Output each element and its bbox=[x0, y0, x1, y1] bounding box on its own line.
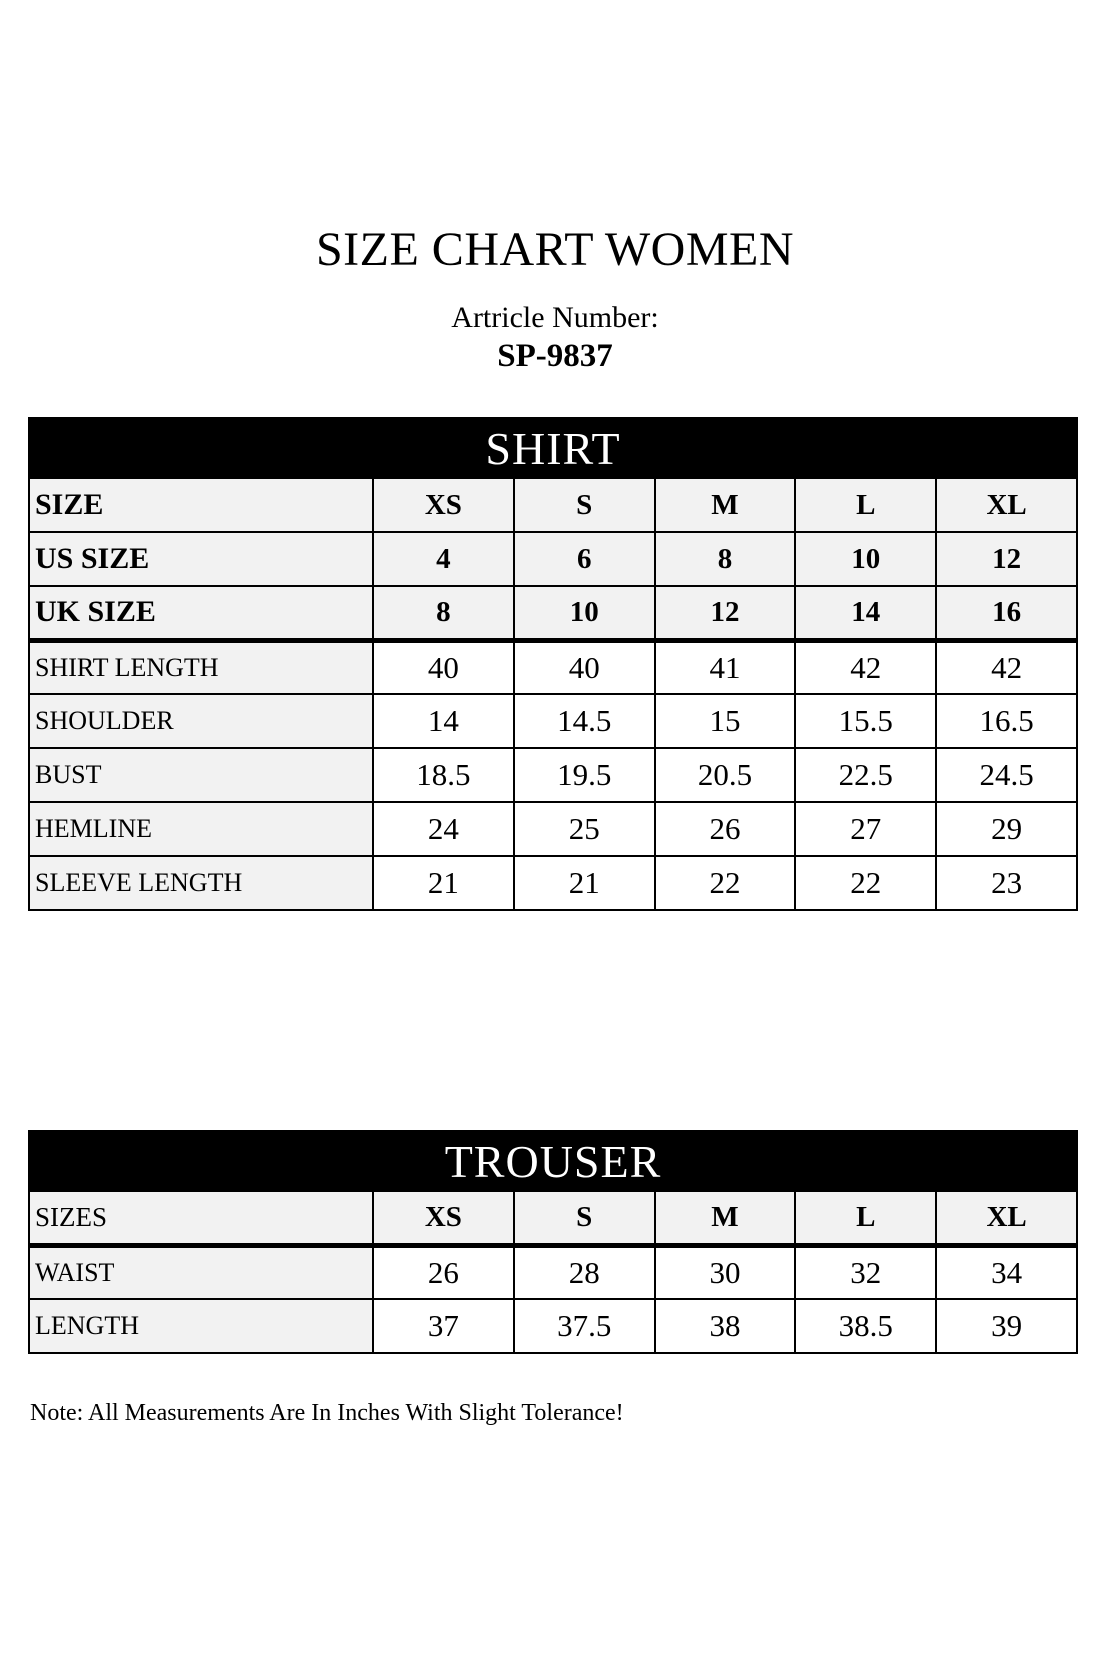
cell-value: 16 bbox=[936, 586, 1077, 640]
row-label: BUST bbox=[29, 748, 373, 802]
cell-value: 41 bbox=[655, 640, 796, 694]
cell-value: XL bbox=[936, 1191, 1077, 1245]
cell-value: 37.5 bbox=[514, 1299, 655, 1353]
cell-value: 4 bbox=[373, 532, 514, 586]
cell-value: 40 bbox=[514, 640, 655, 694]
trouser-banner-row bbox=[29, 1131, 1077, 1191]
cell-value: XS bbox=[373, 1191, 514, 1245]
table-row bbox=[29, 586, 1077, 640]
table-row bbox=[29, 1191, 1077, 1245]
cell-value: 14 bbox=[373, 694, 514, 748]
table-row bbox=[29, 1299, 1077, 1353]
trouser-table-body bbox=[29, 1131, 1077, 1353]
cell-value: 34 bbox=[936, 1245, 1077, 1299]
cell-value: 10 bbox=[795, 532, 936, 586]
row-label: LENGTH bbox=[29, 1299, 373, 1353]
table-row bbox=[29, 532, 1077, 586]
cell-value: 12 bbox=[655, 586, 796, 640]
cell-value: 29 bbox=[936, 802, 1077, 856]
cell-value: 39 bbox=[936, 1299, 1077, 1353]
cell-value: 42 bbox=[936, 640, 1077, 694]
article-number-value: SP-9837 bbox=[497, 338, 613, 374]
cell-value: 18.5 bbox=[373, 748, 514, 802]
shirt-banner-row bbox=[29, 418, 1077, 478]
cell-value: 32 bbox=[795, 1245, 936, 1299]
row-label: SIZES bbox=[29, 1191, 373, 1245]
cell-value: 42 bbox=[795, 640, 936, 694]
cell-value: 26 bbox=[373, 1245, 514, 1299]
cell-value: S bbox=[514, 1191, 655, 1245]
table-row bbox=[29, 856, 1077, 910]
cell-value: 8 bbox=[655, 532, 796, 586]
cell-value: 14 bbox=[795, 586, 936, 640]
shirt-table-title: SHIRT bbox=[29, 418, 1077, 478]
cell-value: XS bbox=[373, 478, 514, 532]
cell-value: 19.5 bbox=[514, 748, 655, 802]
cell-value: 25 bbox=[514, 802, 655, 856]
cell-value: S bbox=[514, 478, 655, 532]
cell-value: 38 bbox=[655, 1299, 796, 1353]
cell-value: L bbox=[795, 478, 936, 532]
cell-value: 38.5 bbox=[795, 1299, 936, 1353]
cell-value: 21 bbox=[514, 856, 655, 910]
trouser-size-table bbox=[28, 1130, 1078, 1354]
cell-value: 20.5 bbox=[655, 748, 796, 802]
cell-value: 24.5 bbox=[936, 748, 1077, 802]
cell-value: 21 bbox=[373, 856, 514, 910]
row-label: SLEEVE LENGTH bbox=[29, 856, 373, 910]
cell-value: 23 bbox=[936, 856, 1077, 910]
row-label: US SIZE bbox=[29, 532, 373, 586]
cell-value: 8 bbox=[373, 586, 514, 640]
cell-value: 26 bbox=[655, 802, 796, 856]
table-row bbox=[29, 802, 1077, 856]
shirt-table-body bbox=[29, 418, 1077, 910]
row-label: UK SIZE bbox=[29, 586, 373, 640]
cell-value: 30 bbox=[655, 1245, 796, 1299]
cell-value: 14.5 bbox=[514, 694, 655, 748]
cell-value: 12 bbox=[936, 532, 1077, 586]
cell-value: 40 bbox=[373, 640, 514, 694]
cell-value: M bbox=[655, 1191, 796, 1245]
row-label: SHOULDER bbox=[29, 694, 373, 748]
row-label: SHIRT LENGTH bbox=[29, 640, 373, 694]
row-label: HEMLINE bbox=[29, 802, 373, 856]
cell-value: 22 bbox=[655, 856, 796, 910]
cell-value: 15.5 bbox=[795, 694, 936, 748]
cell-value: 28 bbox=[514, 1245, 655, 1299]
table-row bbox=[29, 1245, 1077, 1299]
cell-value: 6 bbox=[514, 532, 655, 586]
cell-value: 10 bbox=[514, 586, 655, 640]
table-row bbox=[29, 748, 1077, 802]
cell-value: 27 bbox=[795, 802, 936, 856]
row-label: WAIST bbox=[29, 1245, 373, 1299]
cell-value: XL bbox=[936, 478, 1077, 532]
cell-value: M bbox=[655, 478, 796, 532]
cell-value: 16.5 bbox=[936, 694, 1077, 748]
trouser-table-title: TROUSER bbox=[29, 1131, 1077, 1191]
cell-value: 24 bbox=[373, 802, 514, 856]
measurement-note: Note: All Measurements Are In Inches With Slight Tolerance! bbox=[30, 1400, 624, 1426]
cell-value: 15 bbox=[655, 694, 796, 748]
shirt-size-table bbox=[28, 417, 1078, 911]
table-row bbox=[29, 694, 1077, 748]
cell-value: 22 bbox=[795, 856, 936, 910]
row-label: SIZE bbox=[29, 478, 373, 532]
table-row bbox=[29, 478, 1077, 532]
cell-value: 37 bbox=[373, 1299, 514, 1353]
cell-value: 22.5 bbox=[795, 748, 936, 802]
article-number-label: Artricle Number: bbox=[451, 301, 659, 334]
page-title: SIZE CHART WOMEN bbox=[315, 223, 794, 276]
cell-value: L bbox=[795, 1191, 936, 1245]
table-row bbox=[29, 640, 1077, 694]
